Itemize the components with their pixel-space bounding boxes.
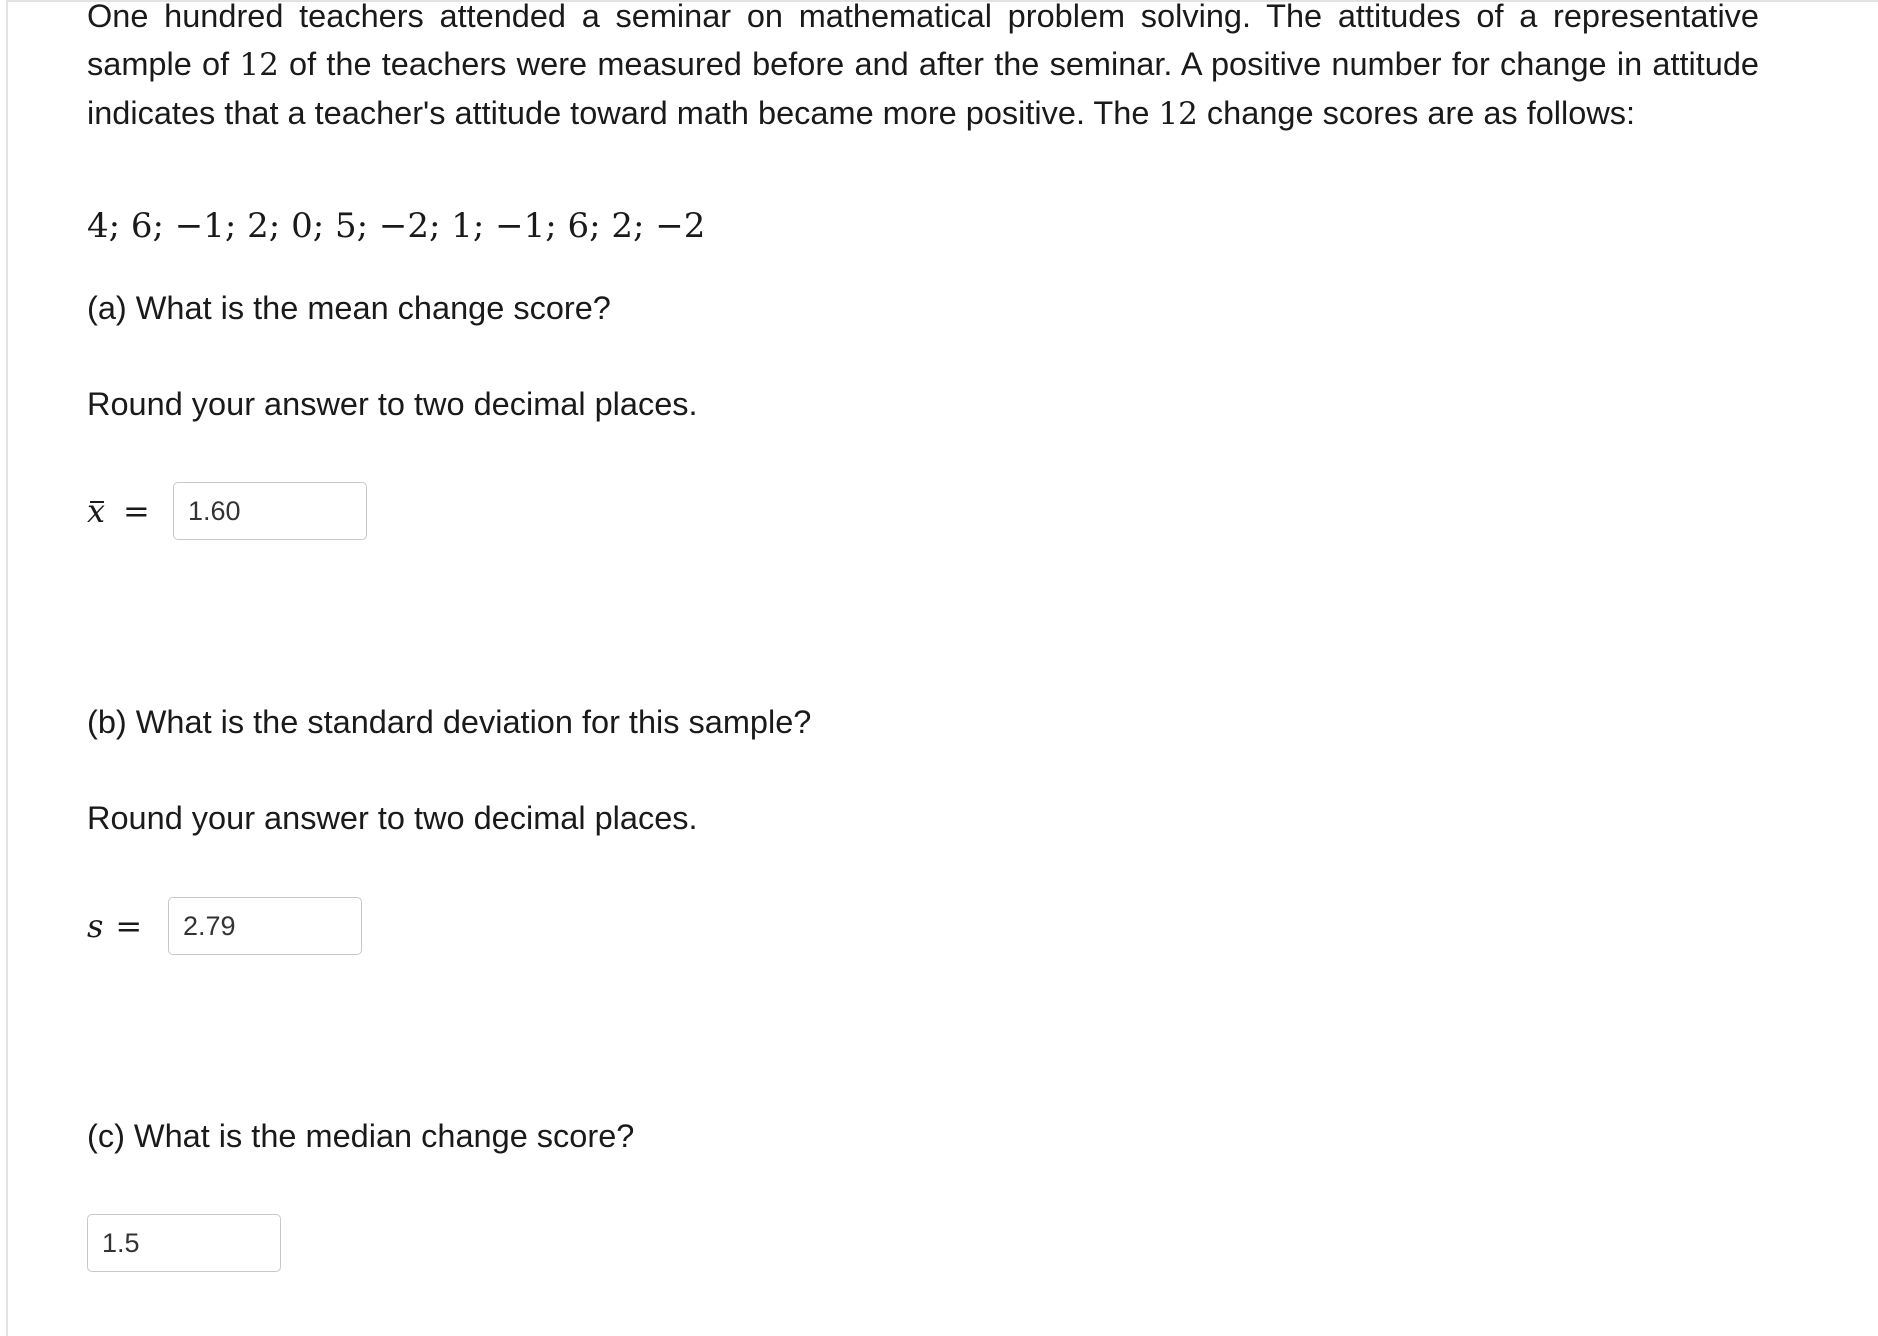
std-dev-symbol-label xyxy=(87,907,168,945)
problem-text-part3: change scores are as follows: xyxy=(1197,95,1636,131)
part-b-question: (b) What is the standard deviation for this sample? xyxy=(87,704,812,740)
part-a-answer-row xyxy=(87,482,367,540)
part-c-answer-row xyxy=(87,1214,281,1272)
s-symbol: s xyxy=(87,907,104,945)
part-b-instruction: Round your answer to two decimal places. xyxy=(87,800,698,836)
sample-size-number: 12 xyxy=(239,47,279,83)
problem-text-part2: of the teachers were measured before and after the seminar. A positive number for change in attitude indicates that a teacher's attitude toward math became more positive. The xyxy=(87,46,1759,131)
problem-text-part1: One hundred teachers attended a seminar on mathematical problem solving. The attitudes of a representative sample of xyxy=(87,0,1759,82)
problem-statement xyxy=(87,0,1759,138)
problem-content xyxy=(87,0,1759,1154)
part-a-instruction: Round your answer to two decimal places. xyxy=(87,386,698,422)
part-c-question: (c) What is the median change score? xyxy=(87,1118,635,1154)
median-answer-input[interactable] xyxy=(87,1214,281,1272)
mean-symbol-label xyxy=(87,492,173,530)
equals-sign: = xyxy=(123,492,150,530)
x-bar-symbol: x xyxy=(87,492,106,530)
part-b-answer-row xyxy=(87,897,362,955)
equals-sign: = xyxy=(115,907,143,945)
part-a-question: (a) What is the mean change score? xyxy=(87,290,611,326)
change-scores-list: 4; 6; −1; 2; 0; 5; −2; 1; −1; 6; 2; −2 xyxy=(87,206,706,246)
sample-size-number-repeat: 12 xyxy=(1158,96,1198,132)
std-dev-answer-input[interactable] xyxy=(168,897,362,955)
mean-answer-input[interactable] xyxy=(173,482,367,540)
